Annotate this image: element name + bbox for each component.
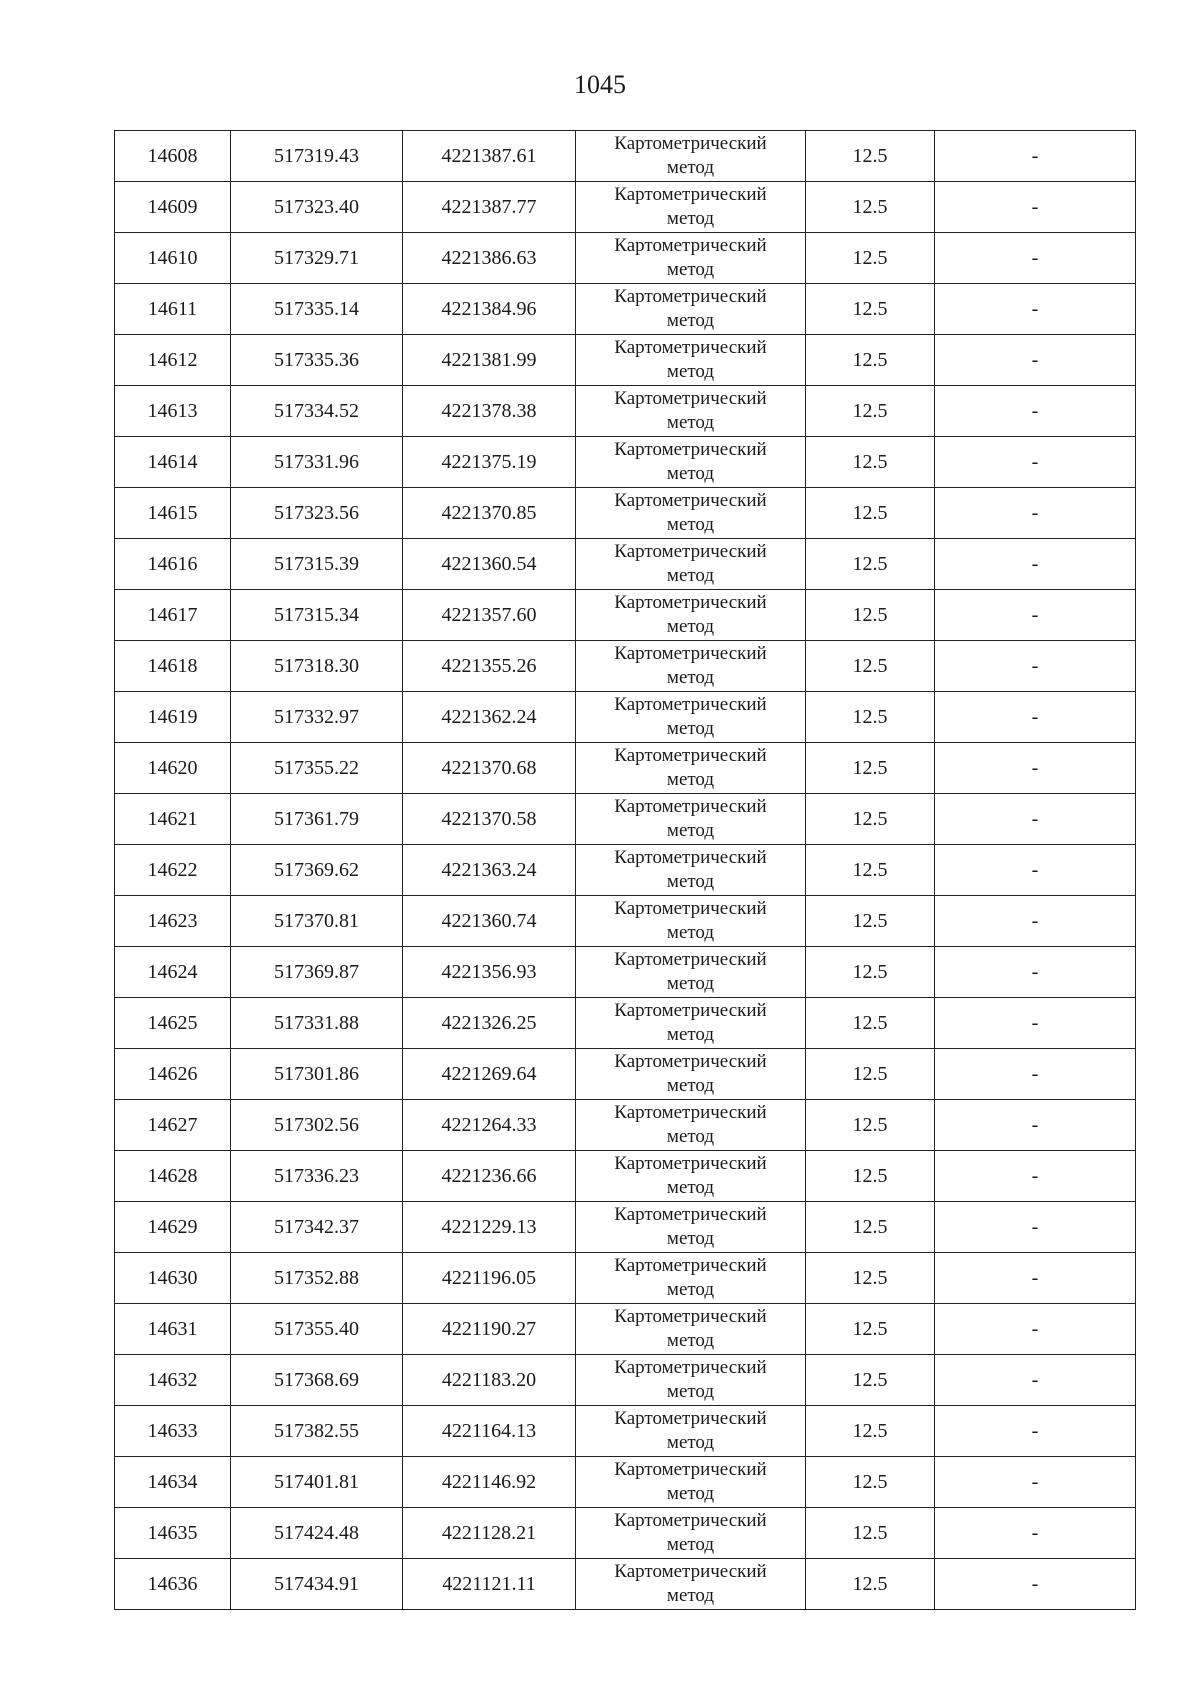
precision-cell: 12.5 [806, 539, 935, 590]
y-coordinate-cell: 4221362.24 [403, 692, 576, 743]
method-cell [576, 947, 806, 998]
note-cell: - [935, 1253, 1136, 1304]
note-cell: - [935, 845, 1136, 896]
table-row [115, 1253, 1136, 1304]
method-label-line2: метод [666, 769, 715, 790]
y-coordinate-cell: 4221360.54 [403, 539, 576, 590]
table-row [115, 539, 1136, 590]
x-coordinate-cell: 517315.34 [231, 590, 403, 641]
point-id-cell: 14629 [115, 1202, 231, 1253]
precision-cell: 12.5 [806, 284, 935, 335]
note-cell: - [935, 692, 1136, 743]
point-id-cell: 14620 [115, 743, 231, 794]
x-coordinate-cell: 517355.40 [231, 1304, 403, 1355]
y-coordinate-cell: 4221326.25 [403, 998, 576, 1049]
y-coordinate-cell: 4221386.63 [403, 233, 576, 284]
table-row [115, 233, 1136, 284]
method-label-line2: метод [666, 973, 715, 994]
precision-cell: 12.5 [806, 1253, 935, 1304]
table-row [115, 131, 1136, 182]
table-row [115, 1304, 1136, 1355]
note-cell: - [935, 335, 1136, 386]
method-cell [576, 845, 806, 896]
method-cell [576, 1508, 806, 1559]
point-id-cell: 14621 [115, 794, 231, 845]
point-id-cell: 14610 [115, 233, 231, 284]
point-id-cell: 14634 [115, 1457, 231, 1508]
precision-cell: 12.5 [806, 845, 935, 896]
y-coordinate-cell: 4221196.05 [403, 1253, 576, 1304]
note-cell: - [935, 1559, 1136, 1610]
method-label-line1: Картометрический [614, 1306, 767, 1327]
x-coordinate-cell: 517329.71 [231, 233, 403, 284]
method-cell [576, 998, 806, 1049]
table-row [115, 590, 1136, 641]
point-id-cell: 14613 [115, 386, 231, 437]
point-id-cell: 14622 [115, 845, 231, 896]
x-coordinate-cell: 517331.88 [231, 998, 403, 1049]
note-cell: - [935, 284, 1136, 335]
x-coordinate-cell: 517335.14 [231, 284, 403, 335]
method-cell [576, 1355, 806, 1406]
x-coordinate-cell: 517331.96 [231, 437, 403, 488]
x-coordinate-cell: 517424.48 [231, 1508, 403, 1559]
table-row [115, 284, 1136, 335]
method-cell [576, 896, 806, 947]
method-cell [576, 335, 806, 386]
note-cell: - [935, 539, 1136, 590]
method-label-line1: Картометрический [614, 694, 767, 715]
note-cell: - [935, 641, 1136, 692]
method-cell [576, 1304, 806, 1355]
precision-cell: 12.5 [806, 743, 935, 794]
precision-cell: 12.5 [806, 947, 935, 998]
table-row [115, 641, 1136, 692]
method-cell [576, 692, 806, 743]
table-row [115, 896, 1136, 947]
x-coordinate-cell: 517369.87 [231, 947, 403, 998]
note-cell: - [935, 1304, 1136, 1355]
point-id-cell: 14633 [115, 1406, 231, 1457]
y-coordinate-cell: 4221357.60 [403, 590, 576, 641]
method-label-line1: Картометрический [614, 133, 767, 154]
note-cell: - [935, 998, 1136, 1049]
note-cell: - [935, 488, 1136, 539]
precision-cell: 12.5 [806, 131, 935, 182]
method-label-line2: метод [666, 1534, 715, 1555]
method-cell [576, 743, 806, 794]
method-cell [576, 1049, 806, 1100]
y-coordinate-cell: 4221121.11 [403, 1559, 576, 1610]
method-cell [576, 1151, 806, 1202]
y-coordinate-cell: 4221128.21 [403, 1508, 576, 1559]
y-coordinate-cell: 4221387.61 [403, 131, 576, 182]
precision-cell: 12.5 [806, 1202, 935, 1253]
note-cell: - [935, 743, 1136, 794]
method-label-line1: Картометрический [614, 286, 767, 307]
y-coordinate-cell: 4221356.93 [403, 947, 576, 998]
method-label-line1: Картометрический [614, 1102, 767, 1123]
point-id-cell: 14609 [115, 182, 231, 233]
coordinates-table-body [115, 131, 1136, 1610]
method-cell [576, 590, 806, 641]
note-cell: - [935, 794, 1136, 845]
method-label-line1: Картометрический [614, 898, 767, 919]
table-row [115, 182, 1136, 233]
method-label-line2: метод [666, 1024, 715, 1045]
method-label-line2: метод [666, 514, 715, 535]
note-cell: - [935, 1508, 1136, 1559]
note-cell: - [935, 1406, 1136, 1457]
method-label-line1: Картометрический [614, 1357, 767, 1378]
point-id-cell: 14615 [115, 488, 231, 539]
method-cell [576, 437, 806, 488]
y-coordinate-cell: 4221229.13 [403, 1202, 576, 1253]
x-coordinate-cell: 517336.23 [231, 1151, 403, 1202]
precision-cell: 12.5 [806, 1304, 935, 1355]
precision-cell: 12.5 [806, 1508, 935, 1559]
method-label-line1: Картометрический [614, 592, 767, 613]
method-cell [576, 1253, 806, 1304]
method-cell [576, 1100, 806, 1151]
y-coordinate-cell: 4221375.19 [403, 437, 576, 488]
point-id-cell: 14619 [115, 692, 231, 743]
method-cell [576, 131, 806, 182]
table-row [115, 1049, 1136, 1100]
table-row [115, 845, 1136, 896]
precision-cell: 12.5 [806, 1151, 935, 1202]
note-cell: - [935, 131, 1136, 182]
method-label-line2: метод [666, 310, 715, 331]
method-label-line1: Картометрический [614, 1204, 767, 1225]
table-row [115, 386, 1136, 437]
method-label-line1: Картометрический [614, 439, 767, 460]
point-id-cell: 14631 [115, 1304, 231, 1355]
x-coordinate-cell: 517401.81 [231, 1457, 403, 1508]
method-cell [576, 539, 806, 590]
method-label-line1: Картометрический [614, 643, 767, 664]
method-label-line2: метод [666, 463, 715, 484]
method-label-line1: Картометрический [614, 1153, 767, 1174]
y-coordinate-cell: 4221355.26 [403, 641, 576, 692]
x-coordinate-cell: 517342.37 [231, 1202, 403, 1253]
method-label-line2: метод [666, 361, 715, 382]
table-row [115, 1100, 1136, 1151]
method-cell [576, 488, 806, 539]
y-coordinate-cell: 4221384.96 [403, 284, 576, 335]
method-label-line1: Картометрический [614, 184, 767, 205]
x-coordinate-cell: 517368.69 [231, 1355, 403, 1406]
method-label-line2: метод [666, 1126, 715, 1147]
precision-cell: 12.5 [806, 1559, 935, 1610]
method-label-line2: метод [666, 412, 715, 433]
note-cell: - [935, 896, 1136, 947]
point-id-cell: 14608 [115, 131, 231, 182]
method-label-line1: Картометрический [614, 1459, 767, 1480]
precision-cell: 12.5 [806, 182, 935, 233]
point-id-cell: 14616 [115, 539, 231, 590]
precision-cell: 12.5 [806, 692, 935, 743]
y-coordinate-cell: 4221378.38 [403, 386, 576, 437]
note-cell: - [935, 1049, 1136, 1100]
precision-cell: 12.5 [806, 896, 935, 947]
method-label-line2: метод [666, 1177, 715, 1198]
point-id-cell: 14611 [115, 284, 231, 335]
method-label-line1: Картометрический [614, 949, 767, 970]
precision-cell: 12.5 [806, 1049, 935, 1100]
note-cell: - [935, 1355, 1136, 1406]
y-coordinate-cell: 4221370.58 [403, 794, 576, 845]
y-coordinate-cell: 4221236.66 [403, 1151, 576, 1202]
method-label-line1: Картометрический [614, 235, 767, 256]
note-cell: - [935, 947, 1136, 998]
method-label-line2: метод [666, 157, 715, 178]
x-coordinate-cell: 517370.81 [231, 896, 403, 947]
x-coordinate-cell: 517369.62 [231, 845, 403, 896]
table-row [115, 1202, 1136, 1253]
table-row [115, 1457, 1136, 1508]
table-row [115, 335, 1136, 386]
y-coordinate-cell: 4221264.33 [403, 1100, 576, 1151]
point-id-cell: 14624 [115, 947, 231, 998]
method-label-line2: метод [666, 1075, 715, 1096]
x-coordinate-cell: 517434.91 [231, 1559, 403, 1610]
page-number: 1045 [574, 70, 626, 99]
precision-cell: 12.5 [806, 641, 935, 692]
point-id-cell: 14630 [115, 1253, 231, 1304]
point-id-cell: 14627 [115, 1100, 231, 1151]
method-label-line1: Картометрический [614, 796, 767, 817]
point-id-cell: 14614 [115, 437, 231, 488]
table-row [115, 1151, 1136, 1202]
method-label-line1: Картометрический [614, 1051, 767, 1072]
method-label-line2: метод [666, 259, 715, 280]
x-coordinate-cell: 517355.22 [231, 743, 403, 794]
table-row [115, 1508, 1136, 1559]
precision-cell: 12.5 [806, 233, 935, 284]
note-cell: - [935, 1100, 1136, 1151]
note-cell: - [935, 1457, 1136, 1508]
y-coordinate-cell: 4221370.85 [403, 488, 576, 539]
x-coordinate-cell: 517323.56 [231, 488, 403, 539]
point-id-cell: 14617 [115, 590, 231, 641]
precision-cell: 12.5 [806, 1457, 935, 1508]
method-label-line2: метод [666, 922, 715, 943]
coordinates-table [114, 130, 1136, 1610]
method-cell [576, 182, 806, 233]
table-row [115, 947, 1136, 998]
point-id-cell: 14636 [115, 1559, 231, 1610]
method-label-line1: Картометрический [614, 490, 767, 511]
point-id-cell: 14612 [115, 335, 231, 386]
note-cell: - [935, 386, 1136, 437]
precision-cell: 12.5 [806, 998, 935, 1049]
table-row [115, 437, 1136, 488]
x-coordinate-cell: 517301.86 [231, 1049, 403, 1100]
method-label-line1: Картометрический [614, 541, 767, 562]
precision-cell: 12.5 [806, 1355, 935, 1406]
method-label-line1: Картометрический [614, 337, 767, 358]
method-label-line1: Картометрический [614, 1255, 767, 1276]
y-coordinate-cell: 4221164.13 [403, 1406, 576, 1457]
precision-cell: 12.5 [806, 794, 935, 845]
table-row [115, 692, 1136, 743]
method-cell [576, 1406, 806, 1457]
x-coordinate-cell: 517382.55 [231, 1406, 403, 1457]
table-row [115, 488, 1136, 539]
x-coordinate-cell: 517319.43 [231, 131, 403, 182]
y-coordinate-cell: 4221360.74 [403, 896, 576, 947]
x-coordinate-cell: 517318.30 [231, 641, 403, 692]
method-label-line2: метод [666, 1381, 715, 1402]
x-coordinate-cell: 517315.39 [231, 539, 403, 590]
point-id-cell: 14625 [115, 998, 231, 1049]
method-label-line1: Картометрический [614, 745, 767, 766]
method-label-line1: Картометрический [614, 388, 767, 409]
note-cell: - [935, 182, 1136, 233]
x-coordinate-cell: 517332.97 [231, 692, 403, 743]
x-coordinate-cell: 517302.56 [231, 1100, 403, 1151]
x-coordinate-cell: 517361.79 [231, 794, 403, 845]
method-label-line1: Картометрический [614, 1000, 767, 1021]
method-label-line2: метод [666, 1279, 715, 1300]
method-label-line2: метод [666, 616, 715, 637]
y-coordinate-cell: 4221269.64 [403, 1049, 576, 1100]
note-cell: - [935, 233, 1136, 284]
y-coordinate-cell: 4221363.24 [403, 845, 576, 896]
precision-cell: 12.5 [806, 437, 935, 488]
table-row [115, 1355, 1136, 1406]
method-cell [576, 641, 806, 692]
x-coordinate-cell: 517323.40 [231, 182, 403, 233]
precision-cell: 12.5 [806, 1406, 935, 1457]
y-coordinate-cell: 4221183.20 [403, 1355, 576, 1406]
point-id-cell: 14632 [115, 1355, 231, 1406]
method-label-line1: Картометрический [614, 1408, 767, 1429]
x-coordinate-cell: 517334.52 [231, 386, 403, 437]
method-label-line2: метод [666, 1432, 715, 1453]
precision-cell: 12.5 [806, 335, 935, 386]
x-coordinate-cell: 517352.88 [231, 1253, 403, 1304]
point-id-cell: 14628 [115, 1151, 231, 1202]
table-row [115, 998, 1136, 1049]
method-label-line2: метод [666, 820, 715, 841]
method-label-line2: метод [666, 1483, 715, 1504]
precision-cell: 12.5 [806, 386, 935, 437]
table-row [115, 794, 1136, 845]
table-row [115, 743, 1136, 794]
method-label-line2: метод [666, 871, 715, 892]
y-coordinate-cell: 4221370.68 [403, 743, 576, 794]
method-cell [576, 794, 806, 845]
method-label-line1: Картометрический [614, 847, 767, 868]
y-coordinate-cell: 4221387.77 [403, 182, 576, 233]
method-cell [576, 284, 806, 335]
method-label-line2: метод [666, 565, 715, 586]
method-cell [576, 1457, 806, 1508]
method-label-line2: метод [666, 718, 715, 739]
y-coordinate-cell: 4221146.92 [403, 1457, 576, 1508]
precision-cell: 12.5 [806, 488, 935, 539]
x-coordinate-cell: 517335.36 [231, 335, 403, 386]
point-id-cell: 14626 [115, 1049, 231, 1100]
table-row [115, 1406, 1136, 1457]
method-label-line1: Картометрический [614, 1561, 767, 1582]
note-cell: - [935, 437, 1136, 488]
y-coordinate-cell: 4221381.99 [403, 335, 576, 386]
precision-cell: 12.5 [806, 1100, 935, 1151]
point-id-cell: 14623 [115, 896, 231, 947]
method-cell [576, 1559, 806, 1610]
point-id-cell: 14635 [115, 1508, 231, 1559]
method-cell [576, 386, 806, 437]
method-label-line2: метод [666, 1585, 715, 1606]
method-label-line2: метод [666, 1330, 715, 1351]
note-cell: - [935, 1151, 1136, 1202]
precision-cell: 12.5 [806, 590, 935, 641]
method-label-line2: метод [666, 208, 715, 229]
method-label-line2: метод [666, 667, 715, 688]
table-row [115, 1559, 1136, 1610]
note-cell: - [935, 1202, 1136, 1253]
y-coordinate-cell: 4221190.27 [403, 1304, 576, 1355]
method-label-line1: Картометрический [614, 1510, 767, 1531]
note-cell: - [935, 590, 1136, 641]
point-id-cell: 14618 [115, 641, 231, 692]
method-label-line2: метод [666, 1228, 715, 1249]
method-cell [576, 1202, 806, 1253]
method-cell [576, 233, 806, 284]
